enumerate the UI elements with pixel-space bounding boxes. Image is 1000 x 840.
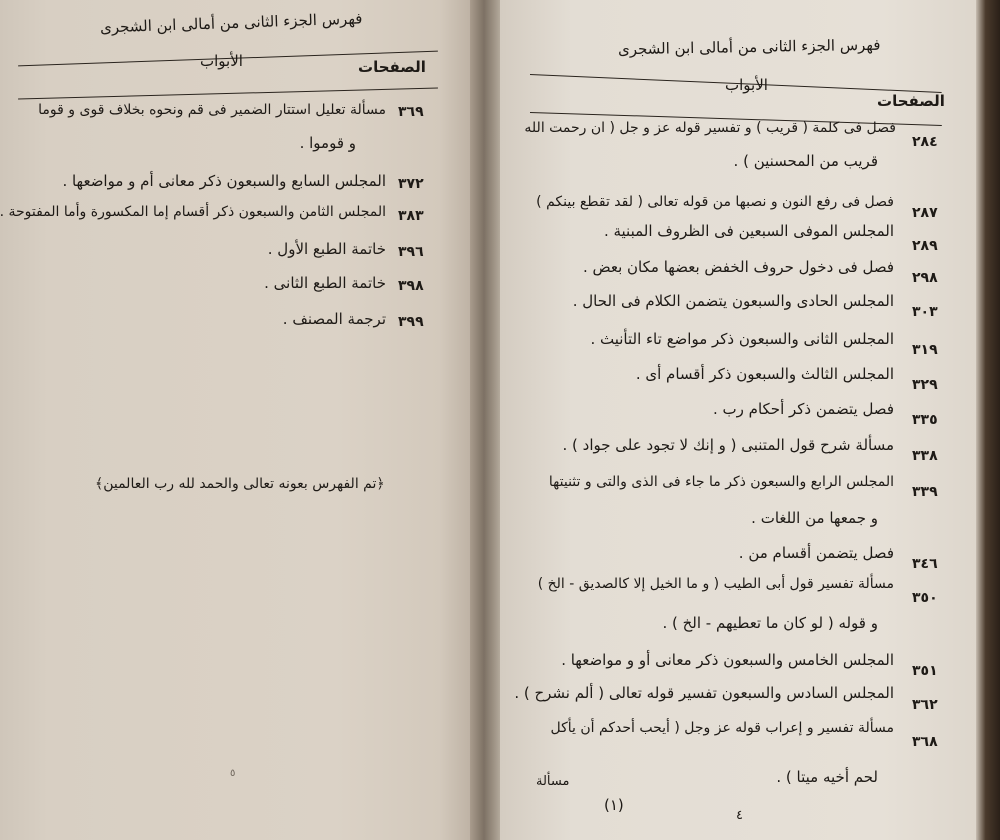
column-header-pages: الصفحات: [877, 92, 945, 110]
entry-text: المجلس الثامن والسبعون ذكر أقسام إما المكسورة وأما المفتوحة .: [0, 204, 386, 220]
page-number: ٣٧٢: [398, 176, 424, 192]
signature-mark: (١): [604, 796, 624, 814]
entry-text: المجلس الحادى والسبعون يتضمن الكلام فى الحال .: [572, 292, 894, 310]
page-number: ٢٩٨: [912, 270, 938, 286]
page-number: ٢٨٧: [912, 205, 938, 221]
page-number: ٣٣٨: [912, 448, 938, 464]
entry-text: فصل فى رفع النون و نصبها من قوله تعالى ( لقد تقطع بينكم ): [536, 194, 894, 210]
entry-text: فصل يتضمن أقسام من .: [738, 544, 894, 562]
entry-text: المجلس الرابع والسبعون ذكر ما جاء فى الذى والتى و تثنيتها: [548, 474, 894, 490]
page-number: ٣٣٥: [912, 412, 938, 428]
entry-text: فصل يتضمن ذكر أحكام رب .: [713, 400, 894, 418]
entry-text: ترجمة المصنف .: [282, 310, 386, 328]
entry-text: المجلس الثالث والسبعون ذكر أقسام أى .: [635, 365, 894, 383]
entry-text: مسألة تفسير قول أبى الطيب ( و ما الخيل إلا كالصديق - الخ ): [537, 576, 894, 592]
column-header-pages: الصفحات: [358, 58, 426, 76]
page-number: ٣٥١: [912, 663, 938, 679]
page-number: ٣٦٨: [912, 734, 938, 750]
entry-text: خاتمة الطبع الأول .: [267, 240, 386, 258]
book-edge: [976, 0, 1000, 840]
right-page: [500, 0, 978, 840]
left-page: [0, 0, 478, 840]
entry-text: مسألة تعليل استتار الضمير فى قم ونحوه بخلاف قوى و قوما: [38, 102, 386, 118]
page-number: ٢٨٩: [912, 238, 938, 254]
entry-text-continued: و جمعها من اللغات .: [751, 509, 878, 527]
entry-text: فصل فى كلمة ( قريب ) و تفسير قوله عز و جل ( ان رحمت الله: [524, 120, 896, 136]
catchword: مسألة: [536, 774, 570, 789]
page-number-footer: ٤: [736, 808, 743, 823]
entry-text-continued: لحم أخيه ميتا ) .: [776, 768, 878, 786]
page-number: ٣٠٣: [912, 304, 938, 320]
entry-text: فصل فى دخول حروف الخفض بعضها مكان بعض .: [582, 258, 894, 276]
page-number: ٣٦٩: [398, 104, 424, 120]
entry-text-continued: قريب من المحسنين ) .: [733, 152, 878, 170]
entry-text-continued: و قوله ( لو كان ما تعطيهم - الخ ) .: [662, 614, 878, 632]
page-number: ٣١٩: [912, 342, 938, 358]
page-number: ٣٨٣: [398, 208, 424, 224]
entry-text: المجلس الخامس والسبعون ذكر معانى أو و مواضعها .: [561, 651, 894, 669]
running-head: فهرس الجزء الثانى من أمالى ابن الشجرى: [99, 9, 363, 37]
closing-statement: ﴿تم الفهرس بعونه تعالى والحمد لله رب العالمين﴾: [95, 476, 385, 492]
running-head: فهرس الجزء الثانى من أمالى ابن الشجرى: [617, 35, 881, 59]
page-number-footer: ٥: [230, 768, 236, 779]
page-number: ٣٣٩: [912, 484, 938, 500]
column-header-chapters: الأبواب: [725, 76, 768, 94]
column-header-chapters: الأبواب: [200, 52, 243, 70]
entry-text-continued: و قوموا .: [299, 134, 356, 152]
page-number: ٣٩٩: [398, 314, 424, 330]
entry-text: المجلس الموفى السبعين فى الظروف المبنية .: [603, 222, 894, 240]
entry-text: المجلس الثانى والسبعون ذكر مواضع تاء التأنيث .: [590, 330, 894, 348]
page-number: ٣٦٢: [912, 697, 938, 713]
entry-text: المجلس السابع والسبعون ذكر معانى أم و مواضعها .: [62, 172, 386, 190]
page-number: ٣٩٦: [398, 244, 424, 260]
entry-text: مسألة شرح قول المتنبى ( و إنك لا تجود على جواد ) .: [562, 436, 894, 454]
page-number: ٢٨٤: [912, 134, 938, 150]
entry-text: مسألة تفسير و إعراب قوله عز وجل ( أيحب أحدكم أن يأكل: [550, 720, 894, 736]
entry-text: خاتمة الطبع الثانى .: [264, 274, 386, 292]
page-number: ٣٥٠: [912, 590, 938, 606]
page-number: ٣٩٨: [398, 278, 424, 294]
header-rule-bottom: [18, 88, 438, 100]
page-number: ٣٢٩: [912, 377, 938, 393]
entry-text: المجلس السادس والسبعون تفسير قوله تعالى ( ألم نشرح ) .: [514, 684, 894, 702]
page-number: ٣٤٦: [912, 556, 938, 572]
